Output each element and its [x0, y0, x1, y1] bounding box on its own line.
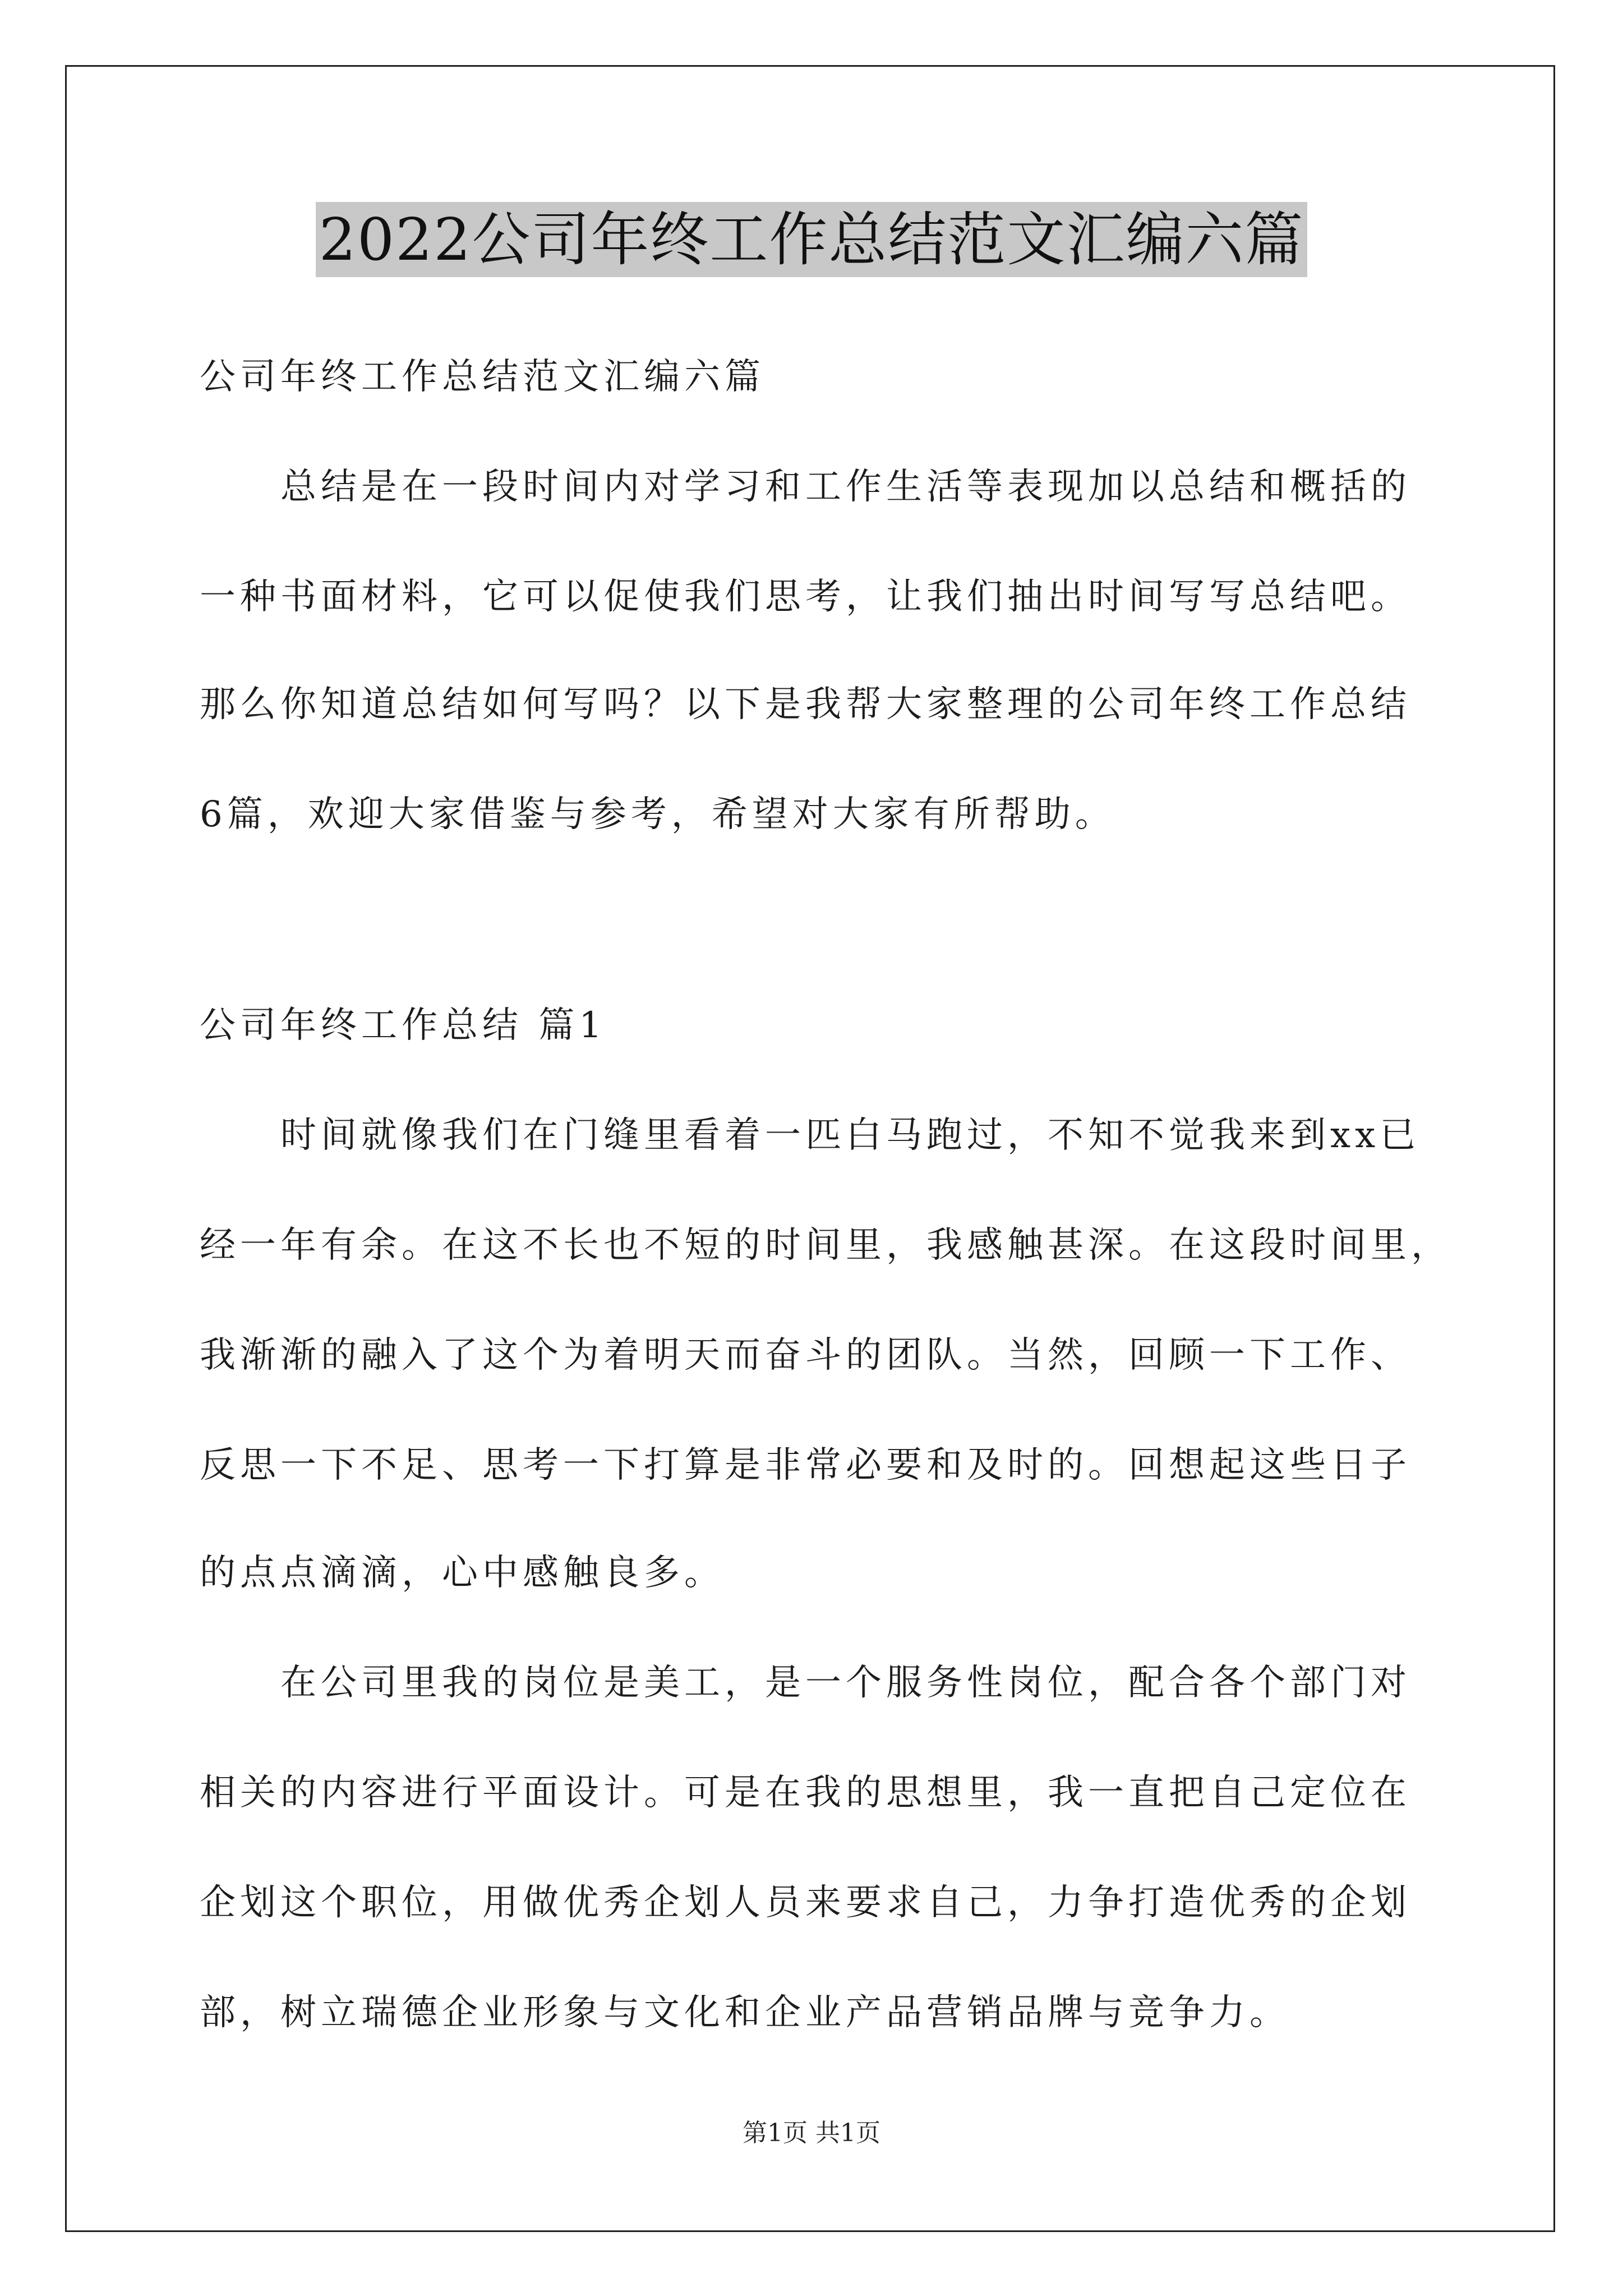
page-footer: 第1页 共1页 [743, 2119, 880, 2147]
section-heading: 公司年终工作总结 篇1 [200, 1005, 607, 1046]
paragraph-line: 反思一下不足、思考一下打算是非常必要和及时的。回想起这些日子 [200, 1444, 1411, 1486]
intro-line: 6篇，欢迎大家借鉴与参考，希望对大家有所帮助。 [200, 794, 1115, 835]
paragraph-line: 经一年有余。在这不长也不短的时间里，我感触甚深。在这段时间里， [200, 1225, 1451, 1266]
paragraph-line: 企划这个职位，用做优秀企划人员来要求自己，力争打造优秀的企划 [200, 1882, 1411, 1924]
intro-line: 那么你知道总结如何写吗？以下是我帮大家整理的公司年终工作总结 [200, 684, 1411, 725]
paragraph-line: 时间就像我们在门缝里看着一匹白马跑过，不知不觉我来到xx已 [280, 1115, 1421, 1156]
document-subtitle: 公司年终工作总结范文汇编六篇 [200, 356, 765, 398]
paragraph-line: 部，树立瑞德企业形象与文化和企业产品营销品牌与竞争力。 [200, 1992, 1290, 2033]
paragraph-line: 我渐渐的融入了这个为着明天而奋斗的团队。当然，回顾一下工作、 [200, 1335, 1411, 1376]
intro-line: 总结是在一段时间内对学习和工作生活等表现加以总结和概括的 [280, 466, 1411, 508]
paragraph-line: 相关的内容进行平面设计。可是在我的思想里，我一直把自己定位在 [200, 1772, 1411, 1814]
intro-line: 一种书面材料，它可以促使我们思考，让我们抽出时间写写总结吧。 [200, 576, 1411, 618]
title-wrapper [0, 202, 1623, 277]
paragraph-line: 的点点滴滴，心中感触良多。 [200, 1552, 725, 1594]
document-title: 2022公司年终工作总结范文汇编六篇 [316, 202, 1308, 277]
paragraph-line: 在公司里我的岗位是美工，是一个服务性岗位，配合各个部门对 [280, 1662, 1411, 1704]
